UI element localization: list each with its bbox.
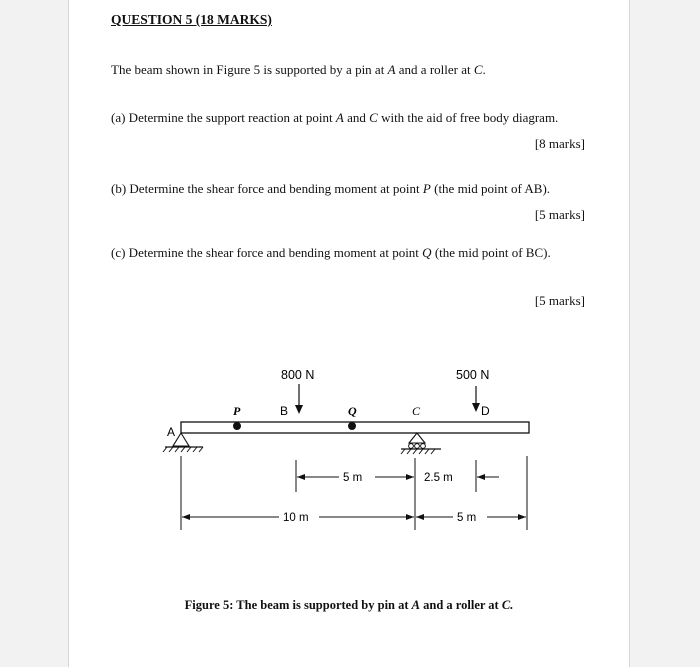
load-d-label: 500 N (456, 368, 490, 382)
point-a-label: A (167, 425, 176, 439)
figure-caption: Figure 5: The beam is supported by pin at A and a roller at C. (184, 598, 514, 612)
part-c-text: (c) Determine the shear force and bending moment at point Q (the mid point of BC). (111, 245, 551, 260)
dimension-cd-label: 2.5 m (424, 472, 453, 484)
dimension-bc (297, 472, 414, 484)
dimension-ac-label: 10 m (283, 512, 309, 524)
point-b-label: B (280, 404, 289, 418)
document-page (68, 0, 630, 667)
point-q-marker (348, 422, 356, 430)
question-heading: QUESTION 5 (18 MARKS) (111, 12, 272, 27)
part-a-text: (a) Determine the support reaction at point A and C with the aid of free body diagram. (111, 110, 559, 125)
dimension-c-end (416, 512, 526, 524)
roller-support-c (401, 433, 441, 454)
dimension-cd (424, 472, 499, 484)
part-b-marks: [5 marks] (534, 207, 585, 222)
load-arrow-d (472, 386, 480, 412)
load-b-label: 800 N (281, 368, 315, 382)
point-q-label: Q (348, 404, 357, 418)
load-arrow-b (295, 384, 303, 414)
dimension-c-end-label: 5 m (457, 512, 477, 524)
part-c-marks: [5 marks] (534, 293, 585, 308)
question-intro: The beam shown in Figure 5 is supported by a pin at A and a roller at C. (111, 62, 486, 77)
point-d-label: D (481, 404, 490, 418)
point-p-label: P (233, 404, 241, 418)
part-a-marks: [8 marks] (534, 136, 585, 151)
point-c-label: C (412, 404, 421, 418)
part-b-text: (b) Determine the shear force and bending moment at point P (the mid point of AB). (111, 181, 551, 196)
dimension-bc-label: 5 m (343, 472, 363, 484)
dimension-ac (182, 512, 414, 524)
beam-figure (69, 0, 629, 667)
point-p-marker (233, 422, 241, 430)
